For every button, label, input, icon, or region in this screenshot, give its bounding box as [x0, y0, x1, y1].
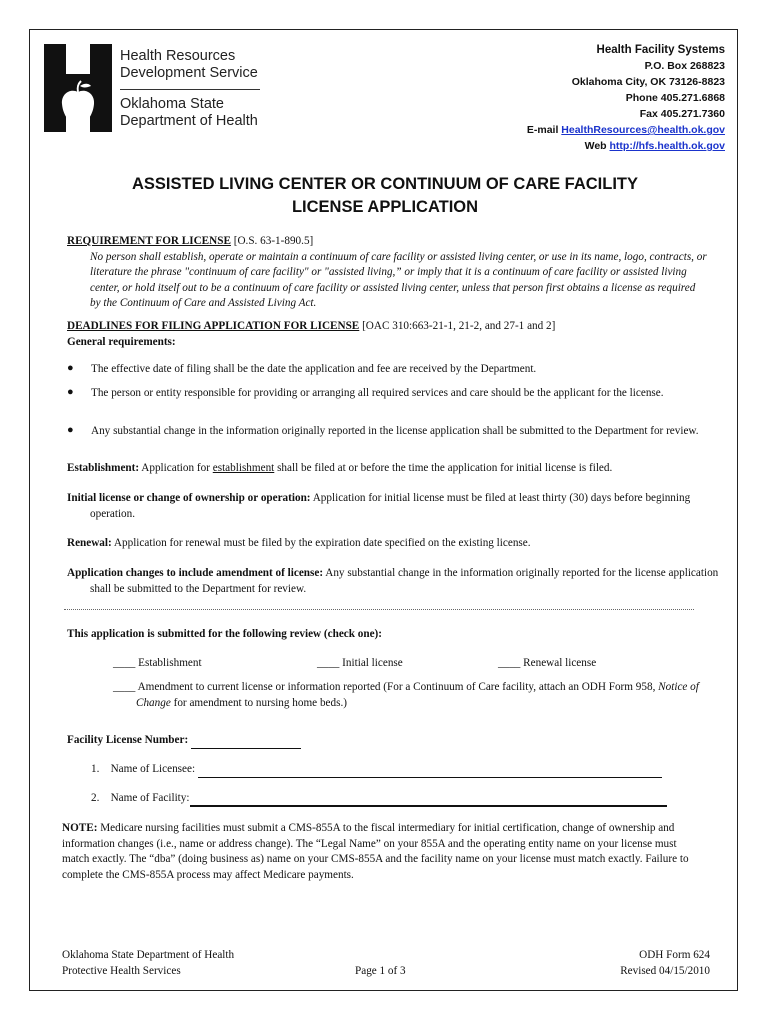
section-divider — [64, 609, 694, 610]
bullet-item-3: Any substantial change in the information originally reported in the license application shall be submitted to the Department for review. — [91, 425, 699, 437]
footer-right — [620, 947, 710, 979]
title-line-1: ASSISTED LIVING CENTER OR CONTINUUM OF CARE FACILITY — [131, 175, 638, 193]
requirement-section — [67, 234, 707, 312]
review-heading: This application is submitted for the following review (check one): — [67, 628, 383, 640]
option-blank[interactable]: ____ — [113, 681, 136, 693]
form-number: ODH Form 624 — [639, 949, 710, 961]
notice-of-change: Notice of Change — [136, 681, 699, 709]
option-renewal-license[interactable] — [498, 656, 678, 672]
initial-text: Application for initial license must be filed at least thirty (30) days before beginning operation. — [90, 492, 691, 520]
footer-division: Protective Health Services — [62, 965, 181, 977]
footer-agency: Oklahoma State Department of Health — [62, 949, 235, 961]
contact-fax: Fax 405.271.7360 — [639, 108, 725, 120]
licensee-number: 1. — [91, 763, 100, 775]
org-name-line-4: Department of Health — [120, 113, 258, 129]
establishment-pre: Application for — [139, 462, 213, 474]
licensee-row — [91, 762, 691, 778]
establishment-label: Establishment: — [67, 462, 140, 474]
renewal-text: Application for renewal must be filed by the expiration date specified on the existing license. — [111, 537, 531, 549]
deadlines-heading: DEADLINES FOR FILING APPLICATION FOR LICENSE — [67, 320, 360, 332]
title-line-2: LICENSE APPLICATION — [291, 198, 479, 216]
revision-date: Revised 04/15/2010 — [620, 965, 710, 977]
ok-health-logo — [44, 44, 114, 134]
changes-text: Any substantial change in the information originally reported for the license application shall be submitted to the Department for review. — [90, 567, 719, 595]
licensee-label: Name of Licensee: — [110, 763, 196, 775]
contact-phone: Phone 405.271.6868 — [625, 92, 725, 104]
requirement-heading: REQUIREMENT FOR LICENSE — [67, 235, 231, 247]
option-blank[interactable]: ____ — [113, 657, 136, 669]
bullet-item-2: The person or entity responsible for providing or arranging all required services and care should be the applicant for the license. — [91, 387, 664, 399]
facility-name-field[interactable] — [190, 792, 667, 807]
initial-license-paragraph — [67, 491, 730, 522]
establishment-term: establishment — [212, 462, 275, 474]
facility-number: 2. — [91, 792, 100, 804]
facility-label: Name of Facility: — [110, 792, 190, 804]
requirement-body: No person shall establish, operate or maintain a continuum of care facility or assisted living center, or use in its name, logo, contracts, or literature the phrase "continuum of care facility" or "assisted living,” or imply that it is a continuum of care facility or assisted living center, or hold itself out to be a continuum of care facility or assisted living center, unless that person first obtains a license as required by the Continuum of Care and Assisted Living Act. — [90, 250, 707, 309]
note-paragraph — [62, 821, 702, 883]
contact-email-row — [527, 122, 725, 138]
note-text: Medicare nursing facilities must submit a CMS-855A to the fiscal intermediary for initial certification, change of ownership and information changes (i.e., name or address change). The “Legal Name” on your 855A and the operating entity name on your license must match exactly. The “dba” (doing business as) name on your CMS-855A and the facility name on your license must match exactly. Failure to complete the CMS-855A process may affect Medicare payments. — [62, 822, 689, 881]
initial-label: Initial license or change of ownership or operation: — [67, 492, 311, 504]
renewal-label: Renewal: — [67, 537, 112, 549]
org-name-line-1: Health Resources — [120, 48, 236, 64]
contact-block — [527, 42, 725, 154]
changes-label: Application changes to include amendment of license: — [67, 567, 324, 579]
bullet-icon: ● — [67, 386, 74, 398]
deadlines-section — [67, 319, 707, 350]
bullet-icon: ● — [67, 424, 74, 436]
renewal-paragraph — [67, 536, 707, 552]
contact-title: Health Facility Systems — [596, 44, 725, 56]
web-label: Web — [584, 140, 610, 152]
email-link[interactable]: HealthResources@health.ok.gov — [561, 124, 725, 136]
option-initial-license[interactable] — [317, 656, 497, 672]
logo-divider — [120, 89, 260, 90]
option-establishment[interactable] — [113, 656, 313, 672]
amendment-text: Amendment to current license or information reported (For a Continuum of Care facility, attach an ODH Form 958, — [137, 681, 659, 693]
establishment-post: shall be filed at or before the time the application for initial license is filed. — [274, 462, 613, 474]
licensee-name-field[interactable] — [198, 764, 662, 778]
facility-row — [91, 791, 691, 807]
contact-city: Oklahoma City, OK 73126-8823 — [571, 76, 725, 88]
option-blank[interactable]: ____ — [498, 657, 521, 669]
general-requirements-label: General requirements: — [67, 335, 176, 348]
option-amendment[interactable] — [113, 680, 706, 711]
establishment-paragraph — [67, 461, 707, 477]
license-number-row — [67, 733, 707, 749]
license-number-label: Facility License Number: — [67, 734, 189, 746]
amendment-post: for amendment to nursing home beds.) — [170, 696, 347, 709]
option-label: Renewal license — [523, 657, 597, 669]
form-title — [0, 173, 770, 219]
contact-web-row — [527, 138, 725, 154]
option-label: Establishment — [138, 657, 202, 669]
changes-paragraph — [67, 566, 730, 597]
footer-left — [62, 947, 234, 979]
email-label: E-mail — [526, 124, 562, 136]
oklahoma-apple-logo-icon — [44, 44, 114, 134]
note-label: NOTE: — [62, 822, 98, 834]
org-name-line-3: Oklahoma State — [120, 96, 224, 112]
requirement-citation: [O.S. 63-1-890.5] — [230, 235, 314, 247]
deadlines-citation: [OAC 310:663-21-1, 21-2, and 27-1 and 2] — [359, 320, 556, 332]
web-link[interactable]: http://hfs.health.ok.gov — [609, 140, 725, 152]
option-label: Initial license — [342, 657, 403, 669]
option-blank[interactable]: ____ — [317, 657, 340, 669]
contact-po-box: P.O. Box 268823 — [644, 60, 725, 72]
bullet-icon: ● — [67, 362, 74, 374]
org-name-line-2: Development Service — [120, 65, 258, 81]
license-number-field[interactable] — [191, 735, 301, 749]
bullet-item-1: The effective date of filing shall be the date the application and fee are received by the Department. — [91, 363, 537, 375]
page-number: Page 1 of 3 — [355, 965, 406, 977]
